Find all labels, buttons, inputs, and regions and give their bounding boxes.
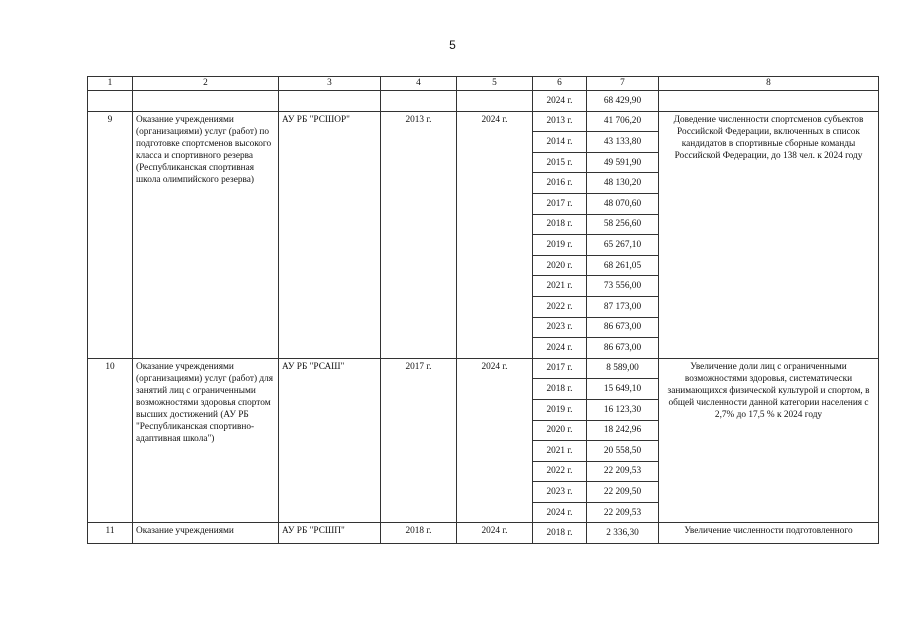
amount-cell: 68 261,05 bbox=[587, 255, 659, 276]
amount-cell: 8 589,00 bbox=[587, 358, 659, 379]
year-cell: 2013 г. bbox=[533, 111, 587, 132]
year-cell: 2022 г. bbox=[533, 461, 587, 482]
year-cell: 2022 г. bbox=[533, 296, 587, 317]
header-row bbox=[88, 77, 879, 91]
header-cell: 1 bbox=[88, 77, 133, 91]
amount-cell: 86 673,00 bbox=[587, 317, 659, 338]
row-number-cell: 9 bbox=[88, 111, 133, 358]
amount-cell: 15 649,10 bbox=[587, 379, 659, 400]
institution-cell: АУ РБ "РСШОР" bbox=[279, 111, 381, 358]
event-name-cell: Оказание учреждениями (организациями) услуг (работ) для занятий лиц с ограниченными возможностями здоровья спортом высших достижений (АУ РБ "Республиканская спортивно-адаптивная школа") bbox=[133, 358, 279, 523]
year-cell: 2021 г. bbox=[533, 276, 587, 297]
year-cell: 2023 г. bbox=[533, 317, 587, 338]
table-row bbox=[88, 358, 879, 379]
year-cell: 2018 г. bbox=[533, 523, 587, 544]
amount-cell: 58 256,60 bbox=[587, 214, 659, 235]
page-number: 5 bbox=[449, 38, 456, 52]
header-cell: 4 bbox=[381, 77, 457, 91]
indicator-cell: Доведение численности спортсменов субъектов Российской Федерации, включенных в список кандидатов в спортивные сборные команды Российской Федерации, до 138 чел. к 2024 году bbox=[659, 111, 879, 358]
amount-cell: 48 130,20 bbox=[587, 173, 659, 194]
amount-cell: 49 591,90 bbox=[587, 152, 659, 173]
header-cell: 3 bbox=[279, 77, 381, 91]
start-year-cell: 2017 г. bbox=[381, 358, 457, 523]
amount-cell: 22 209,50 bbox=[587, 482, 659, 503]
amount-cell: 16 123,30 bbox=[587, 399, 659, 420]
amount-cell: 41 706,20 bbox=[587, 111, 659, 132]
header-cell: 8 bbox=[659, 77, 879, 91]
amount-cell: 22 209,53 bbox=[587, 502, 659, 523]
empty-cell bbox=[279, 91, 381, 112]
amount-cell: 68 429,90 bbox=[587, 91, 659, 112]
amount-cell: 2 336,30 bbox=[587, 523, 659, 544]
year-cell: 2020 г. bbox=[533, 420, 587, 441]
event-name-cell: Оказание учреждениями (организациями) услуг (работ) по подготовке спортсменов высокого класса и спортивного резерва (Республиканская спортивная школа олимпийского резерва) bbox=[133, 111, 279, 358]
empty-cell bbox=[88, 91, 133, 112]
year-cell: 2016 г. bbox=[533, 173, 587, 194]
start-year-cell: 2018 г. bbox=[381, 523, 457, 544]
institution-cell: АУ РБ "РСАШ" bbox=[279, 358, 381, 523]
amount-cell: 65 267,10 bbox=[587, 235, 659, 256]
year-cell: 2024 г. bbox=[533, 502, 587, 523]
empty-cell bbox=[133, 91, 279, 112]
row-number-cell: 11 bbox=[88, 523, 133, 544]
end-year-cell: 2024 г. bbox=[457, 111, 533, 358]
year-cell: 2018 г. bbox=[533, 379, 587, 400]
table-row bbox=[88, 523, 879, 544]
header-cell: 7 bbox=[587, 77, 659, 91]
year-cell: 2017 г. bbox=[533, 193, 587, 214]
year-cell: 2017 г. bbox=[533, 358, 587, 379]
amount-cell: 48 070,60 bbox=[587, 193, 659, 214]
header-cell: 6 bbox=[533, 77, 587, 91]
row-number-cell: 10 bbox=[88, 358, 133, 523]
year-cell: 2019 г. bbox=[533, 399, 587, 420]
empty-cell bbox=[659, 91, 879, 112]
institution-cell: АУ РБ "РСШП" bbox=[279, 523, 381, 544]
year-cell: 2014 г. bbox=[533, 132, 587, 153]
year-cell: 2019 г. bbox=[533, 235, 587, 256]
end-year-cell: 2024 г. bbox=[457, 358, 533, 523]
amount-cell: 43 133,80 bbox=[587, 132, 659, 153]
amount-cell: 87 173,00 bbox=[587, 296, 659, 317]
start-year-cell: 2013 г. bbox=[381, 111, 457, 358]
amount-cell: 20 558,50 bbox=[587, 441, 659, 462]
year-cell: 2018 г. bbox=[533, 214, 587, 235]
year-cell: 2015 г. bbox=[533, 152, 587, 173]
empty-cell bbox=[457, 91, 533, 112]
header-cell: 5 bbox=[457, 77, 533, 91]
carry-over-row bbox=[88, 91, 879, 112]
year-cell: 2023 г. bbox=[533, 482, 587, 503]
indicator-cell: Увеличение численности подготовленного bbox=[659, 523, 879, 544]
amount-cell: 22 209,53 bbox=[587, 461, 659, 482]
amount-cell: 73 556,00 bbox=[587, 276, 659, 297]
header-cell: 2 bbox=[133, 77, 279, 91]
year-cell: 2020 г. bbox=[533, 255, 587, 276]
amount-cell: 86 673,00 bbox=[587, 338, 659, 359]
indicator-cell: Увеличение доли лиц с ограниченными возможностями здоровья, систематически занимающихся физической культурой и спортом, в общей численности данной категории населения с 2,7% до 17,5 % к 2024 году bbox=[659, 358, 879, 523]
year-cell: 2021 г. bbox=[533, 441, 587, 462]
end-year-cell: 2024 г. bbox=[457, 523, 533, 544]
event-name-cell: Оказание учреждениями bbox=[133, 523, 279, 544]
year-cell: 2024 г. bbox=[533, 91, 587, 112]
table-body bbox=[88, 77, 879, 544]
table-row bbox=[88, 111, 879, 132]
empty-cell bbox=[381, 91, 457, 112]
year-cell: 2024 г. bbox=[533, 338, 587, 359]
program-table bbox=[87, 76, 879, 544]
amount-cell: 18 242,96 bbox=[587, 420, 659, 441]
